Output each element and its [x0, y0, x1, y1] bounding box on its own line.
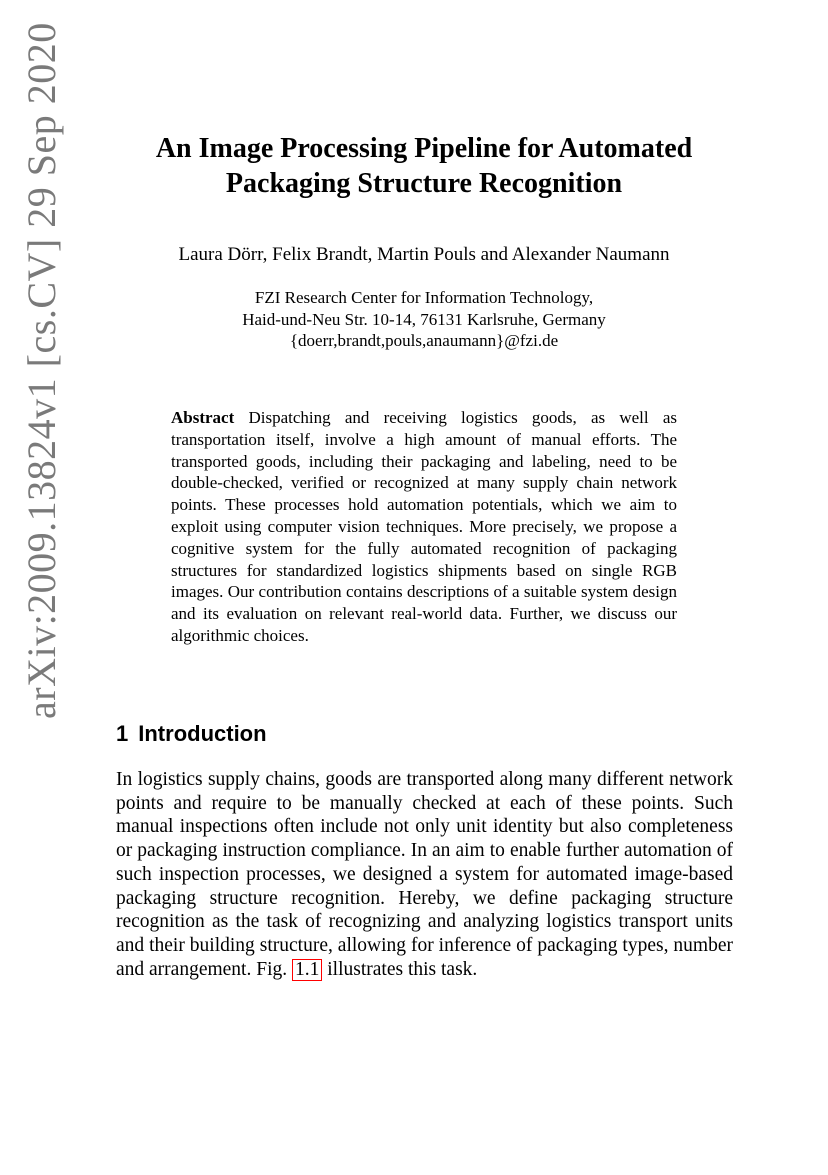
paper-title-line-1: An Image Processing Pipeline for Automated: [155, 133, 693, 164]
section-title: Introduction: [138, 721, 267, 746]
affiliation-address: Haid-und-Neu Str. 10-14, 76131 Karlsruhe, Germany: [242, 309, 606, 329]
arxiv-stamp: arXiv:2009.13824v1 [cs.CV] 29 Sep 2020: [19, 22, 64, 719]
abstract: [171, 407, 677, 647]
section-heading-introduction: [116, 720, 267, 748]
introduction-text: In logistics supply chains, goods are transported along many different network points and require to be manually checked at each of these points. Such manual inspections often include not only unit identity but also completeness or packaging instruction compliance. In an aim to enable further automation of such inspection processes, we designed a system for automated image-based packaging structure recognition. Hereby, we define packaging structure recognition as the task of recognizing and analyzing logistics transport units and their building structure, allowing for inference of packaging types, number and arrangement. Fig.: [116, 769, 733, 980]
introduction-paragraph: [116, 768, 733, 981]
introduction-text-end: illustrates this task.: [327, 958, 478, 980]
affiliation-emails: {doerr,brandt,pouls,anaumann}@fzi.de: [289, 331, 559, 350]
section-number: 1: [116, 721, 129, 746]
affiliation-block: [100, 287, 748, 352]
figure-reference-link[interactable]: 1.1: [292, 959, 322, 981]
paper-title: [100, 131, 748, 201]
abstract-text: Dispatching and receiving logistics goods, as well as transportation itself, involve a high amount of manual efforts. The transported goods, including their packaging and labeling, need to be double-checked, verified or recognized at many supply chain network points. These processes hold automation potentials, which we aim to exploit using computer vision techniques. More precisely, we propose a cognitive system for the fully automated recognition of packaging structures for standardized logistics shipments based on single RGB images. Our contribution contains descriptions of a suitable system design and its evaluation on relevant real-world data. Further, we discuss our algorithmic choices.: [171, 408, 678, 645]
abstract-label: Abstract: [171, 408, 235, 427]
author-list: Laura Dörr, Felix Brandt, Martin Pouls and Alexander Naumann: [178, 244, 670, 265]
paper-title-line-2: Packaging Structure Recognition: [225, 168, 623, 199]
affiliation-institute: FZI Research Center for Information Technology,: [254, 288, 594, 307]
